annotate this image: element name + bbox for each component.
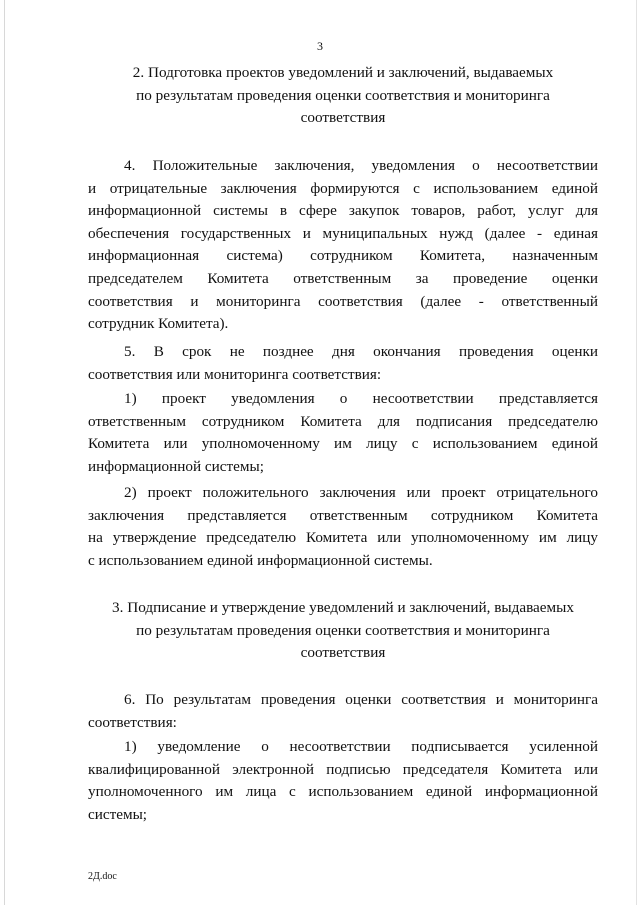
text-line: 5. В срок не позднее дня окончания проведения оценки bbox=[124, 343, 598, 360]
text-line: и отрицательные заключения формируются с использованием единой bbox=[88, 179, 598, 197]
text-line: соответствия или мониторинга соответствия: bbox=[88, 365, 382, 383]
heading-line: соответствия bbox=[300, 109, 386, 127]
section-2-heading bbox=[88, 62, 598, 130]
section-3-heading bbox=[88, 597, 598, 665]
paragraph-6 bbox=[88, 689, 598, 734]
text-line: 1) проект уведомления о несоответствии представляется bbox=[124, 390, 598, 407]
text-line: соответствия и мониторинга соответствия (далее - ответственный bbox=[88, 292, 598, 310]
paragraph-4 bbox=[88, 155, 598, 336]
text-line: информационной системы в сфере закупок товаров, работ, услуг для bbox=[88, 202, 598, 220]
text-line: Комитета или уполномоченному им лицу с использованием единой bbox=[88, 435, 598, 453]
paragraph-5-item-2 bbox=[88, 482, 598, 572]
text-line: 4. Положительные заключения, уведомления о несоответствии bbox=[124, 157, 598, 174]
heading-line: 3. Подписание и утверждение уведомлений и заключений, выдаваемых bbox=[112, 599, 574, 616]
heading-line: по результатам проведения оценки соответствия и мониторинга bbox=[136, 621, 550, 639]
text-line: информационной системы; bbox=[88, 457, 264, 475]
text-line: квалифицированной электронной подписью председателя Комитета или bbox=[88, 760, 598, 778]
scan-edge-right bbox=[636, 0, 637, 905]
text-line: информационная система) сотрудником Комитета, назначенным bbox=[88, 247, 598, 265]
text-line: уполномоченного им лица с использованием единой информационной bbox=[88, 783, 598, 801]
text-line: председателем Комитета ответственным за проведение оценки bbox=[88, 269, 598, 287]
heading-line: 2. Подготовка проектов уведомлений и заключений, выдаваемых bbox=[132, 64, 554, 81]
page-number: 3 bbox=[317, 39, 323, 53]
text-line: соответствия: bbox=[88, 713, 177, 731]
heading-line: по результатам проведения оценки соответствия и мониторинга bbox=[136, 86, 550, 104]
text-line: 6. По результатам проведения оценки соответствия и мониторинга bbox=[124, 691, 598, 708]
text-line: 2) проект положительного заключения или проект отрицательного bbox=[124, 484, 598, 501]
paragraph-6-item-1 bbox=[88, 736, 598, 826]
text-line: системы; bbox=[88, 805, 148, 823]
scan-edge-left bbox=[4, 0, 5, 905]
paragraph-5 bbox=[88, 341, 598, 386]
text-line: на утверждение председателю Комитета или уполномоченному им лицу bbox=[88, 529, 598, 547]
text-line: 1) уведомление о несоответствии подписывается усиленной bbox=[124, 738, 598, 755]
text-line: с использованием единой информационной системы. bbox=[88, 551, 433, 569]
heading-line: соответствия bbox=[300, 644, 386, 662]
text-line: сотрудник Комитета). bbox=[88, 315, 229, 333]
paragraph-5-item-1 bbox=[88, 388, 598, 478]
footer-filename: 2Д.doc bbox=[88, 871, 117, 882]
text-line: ответственным сотрудником Комитета для подписания председателю bbox=[88, 412, 598, 430]
text-line: обеспечения государственных и муниципальных нужд (далее - единая bbox=[88, 224, 598, 242]
text-line: заключения представляется ответственным сотрудником Комитета bbox=[88, 506, 598, 524]
